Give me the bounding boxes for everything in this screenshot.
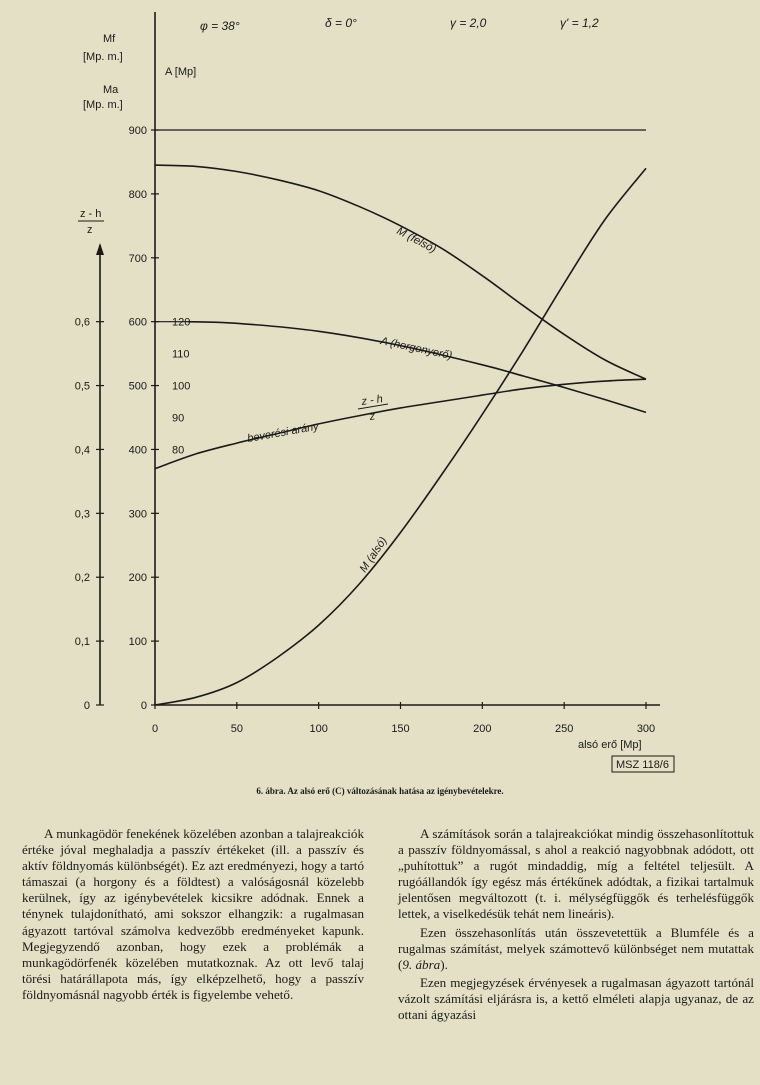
label-zh-den: z — [87, 224, 93, 236]
label-a-unit: A [Mp] — [165, 66, 197, 78]
y-tick-label: 0 — [140, 700, 147, 712]
label-zh-fraction-num: z - h — [360, 393, 384, 408]
label-zh-fraction-den: z — [368, 410, 376, 423]
a-tick-label: 90 — [172, 412, 185, 425]
param-phi: φ = 38° — [200, 19, 240, 33]
a-tick-label: 120 — [172, 316, 191, 329]
y-tick-label: 200 — [128, 572, 147, 585]
a-tick-label: 110 — [172, 348, 190, 361]
y-tick-label: 300 — [128, 508, 147, 521]
y-tick-label: 500 — [128, 380, 147, 393]
label-m-also: M (alsó) — [357, 535, 390, 575]
curves — [155, 165, 646, 705]
curve-labels — [246, 225, 453, 575]
x-tick-label: 250 — [554, 723, 574, 735]
label-mf-unit: [Mp. m.] — [83, 51, 123, 63]
ticks — [75, 125, 655, 735]
x-tick-label: 50 — [230, 723, 243, 735]
x-tick-label: 150 — [391, 723, 410, 735]
label-a-horgony: A (horgonyerő) — [379, 335, 454, 363]
label-ma: Ma — [103, 84, 119, 96]
y-tick-label: 900 — [128, 125, 147, 137]
x-tick-label: 0 — [151, 723, 159, 735]
text-column-left — [22, 826, 364, 1003]
a-tick-label: 100 — [172, 380, 191, 393]
y-tick-label: 400 — [128, 444, 147, 457]
figure-reference: 9. ábra — [402, 956, 441, 972]
label-mf: Mf — [103, 33, 116, 45]
label-x: alsó erő [Mp] — [578, 739, 642, 751]
x-tick-label: 300 — [636, 723, 656, 735]
parameter-row — [200, 16, 599, 33]
text-column-right — [398, 826, 754, 1023]
paragraph — [398, 925, 754, 973]
paragraph: A számítások során a talajreakciókat mindig összehasonlítottuk a passzív földnyomással, s ahol a reakció nagyobbnak adódott, ott „puhítottuk” a rugót mindaddig, míg a feltétel teljesült. A rugóállandók így egész más értékűnek adódtak, a fizikai tartalmuk jelentősen megváltozott (t. i. mélységfüggők és terhelésfüggők lettek, a viselkedésük tehát nem lineáris). — [398, 826, 754, 922]
y-tick-label: 700 — [128, 252, 147, 265]
label-zh-num: z - h — [80, 208, 102, 220]
y-tick-label: 800 — [128, 188, 147, 201]
standard-label: MSZ 118/6 — [616, 759, 669, 771]
label-ma-unit: [Mp. m.] — [83, 99, 123, 111]
curve-beveresi — [155, 379, 646, 468]
zh-tick-label: 0,6 — [74, 316, 90, 329]
paragraph: Ezen megjegyzések érvényesek a rugalmasan ágyazott tartónál vázolt számítási eljárásra is, a kettő elméleti alapja ugyanaz, de az ottani ágyazási — [398, 974, 754, 1023]
paragraph-text: ). — [440, 956, 448, 972]
x-tick-label: 100 — [309, 723, 328, 735]
param-gamma: γ = 2,0 — [450, 16, 487, 30]
paragraph: A munkagödör fenekének közelében azonban a talajreakciók értéke jóval meghaladja a passzív értékeket (ill. a passzív és aktív földnyomás különbségét). Ez azt eredményezi, hogy a tartó támaszai (a horgony és a földtest) a valóságosnál közelebb kerülnek, így az igénybevételek kicsikre adódnak. Ennek a ténynek tulajdonítható, ami sokszor elhangzik: a rugalmasan ágyazott tartóval számolva kedvezőbb eredményeket kapunk. Megjegyzendő azonban, hogy ezek a problémák a munkagödörfenék közelében mutatkoznak. Az ott levő talaj törési határállapota más, így elképzelhető, hogy a passzív földnyomásnál nagyobb érték is figyelembe vehető. — [22, 826, 364, 1002]
param-gamma-prime: γ' = 1,2 — [560, 16, 599, 30]
zh-tick-label: 0,3 — [74, 508, 90, 521]
label-m-felso: M (felső) — [394, 225, 438, 256]
x-tick-label: 200 — [473, 723, 492, 735]
zh-tick-label: 0,1 — [74, 636, 90, 649]
label-beveresi: beverési arány — [246, 420, 320, 445]
zh-tick-label: 0,4 — [74, 444, 90, 457]
curve-m-also — [155, 168, 646, 705]
param-delta: δ = 0° — [325, 16, 357, 30]
zh-axis-arrow — [96, 243, 104, 255]
zh-tick-label: 0,2 — [74, 572, 90, 585]
zh-tick-label: 0 — [83, 700, 90, 712]
paragraph-text: Ezen összehasonlítás után összevetettük a Blumféle és a rugalmas számítást, melyek számottevő különbséget nem mutattak ( — [398, 924, 754, 972]
figure-caption: 6. ábra. Az alsó erő (C) változásának hatása az igénybevételekre. — [256, 786, 504, 796]
a-tick-label: 80 — [172, 444, 185, 457]
y-tick-label: 600 — [128, 316, 147, 329]
zh-tick-label: 0,5 — [74, 380, 90, 393]
y-tick-label: 100 — [128, 636, 147, 649]
curve-a-horgony — [188, 322, 646, 413]
